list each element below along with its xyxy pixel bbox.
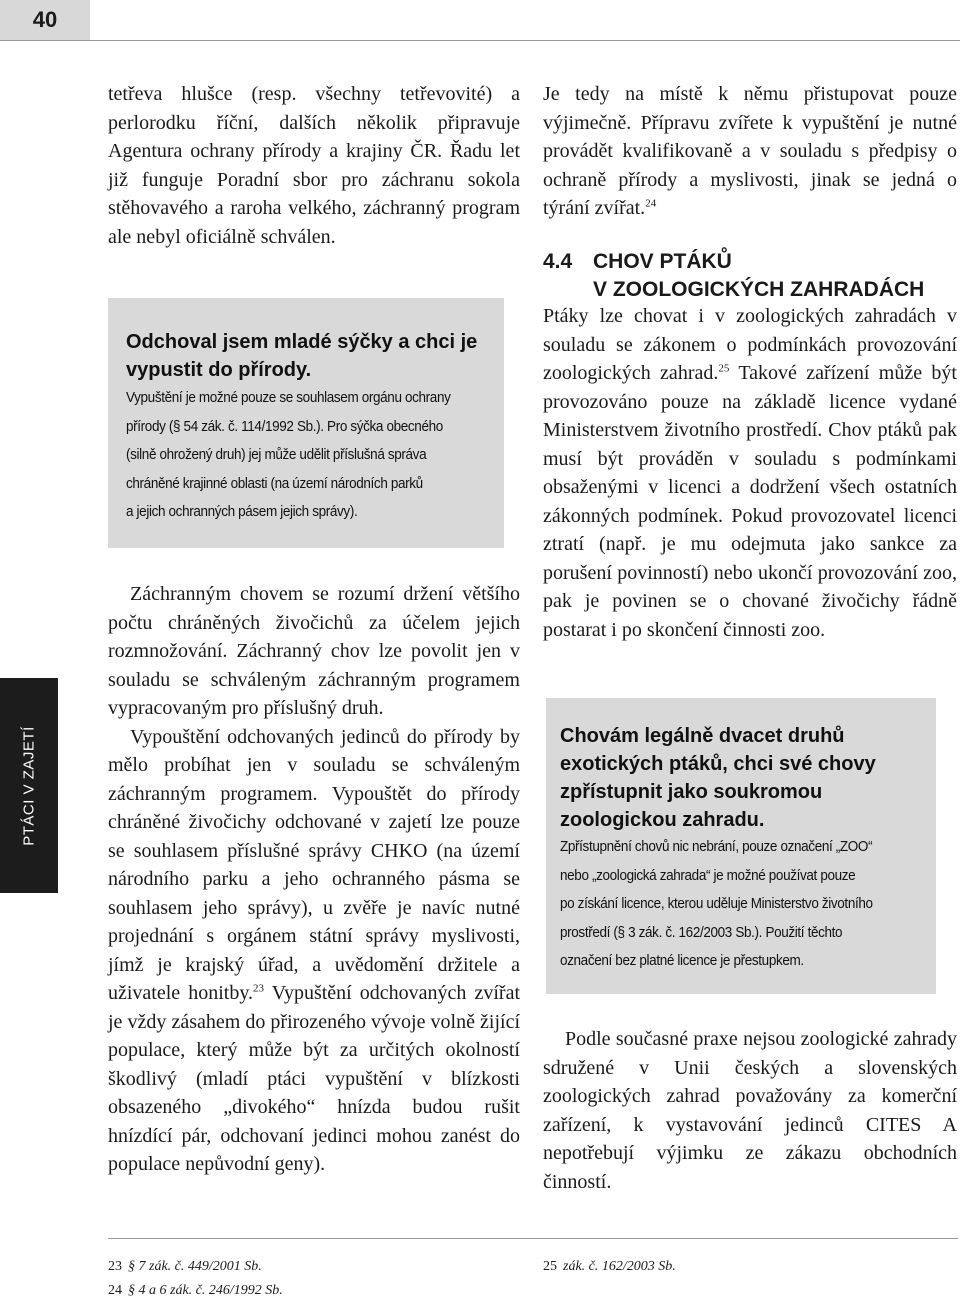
answer-line: označení bez platné licence je přestupkem. [560,952,804,969]
header-rule [0,40,960,41]
paragraph: Záchranným chovem se rozumí držení většího počtu chráněných živočichů za účelem jejich rozmnožování. Záchranný chov lze povolit jen v souladu se schváleným záchranným programem vypracovaným pro příslušný druh. [108,583,520,719]
section-title-line1: CHOV PTÁKŮ [593,250,732,273]
section-heading [543,248,957,304]
footnotes-left [108,1255,283,1303]
paragraph-text: Ptáky lze chovat i v zoologických zahradách v souladu se zákonem o podmínkách provozování zoologických zahrad. [543,305,957,384]
answer-line: a jejich ochranných pásem jejich správy). [126,503,358,520]
footnote [108,1255,283,1279]
chapter-side-tab [0,678,58,893]
section-title-line2: V ZOOLOGICKÝCH ZAHRADÁCH [593,278,925,301]
paragraph [543,80,957,223]
footnotes-right [543,1255,676,1279]
footnote-text: § 7 zák. č. 449/2001 Sb. [128,1259,262,1274]
answer-line: po získání licence, kterou uděluje Ministerstvo životního [560,895,873,912]
right-column-middle [543,302,957,644]
answer-line: nebo „zoologická zahrada“ je možné používat pouze [560,866,856,884]
paragraph-text: Vypuštění odchovaných zvířat je vždy zásahem do přirozeného vývoje volně žijící populace, který může být za určitých okolností škodlivý (mladí ptáci vypuštění v blízkosti obsazeného „divokého“ hnízda budou rušit hnízdící pár, odchovaní jedinci mohou zanést do populace nepůvodní geny). [108,982,520,1175]
answer-line: chráněné krajinné oblasti (na území národních parků [126,474,423,492]
footnote [108,1279,283,1303]
paragraph-text: Vypouštění odchovaných jedinců do přírody by mělo probíhat jen v souladu se schváleným záchranným programem. Vypouštět do přírody chráněné živočichy odchované v zajetí lze pouze se souhlasem příslušné správy CHKO (na území národního parku a jeho ochranného pásma se souhlasem jeho správy), u zvěře je navíc nutné projednání s orgánem státní správy myslivosti, jímž je krajský úřad, a uvědomění držitele a uživatele honitby. [108,725,520,1004]
paragraph-text: Takové zařízení může být provozováno pouze na základě licence vydané Ministerstvem životního prostředí. Chov ptáků pak musí být prováděn v souladu s podmínkami obsaženými v licenci a dodržení všech ostatních zákonných podmínek. Pokud provozovatel licenci ztratí (např. je mu odejmuta jako sankce za porušení povinností) nebo ukončí provozování zoo, pak je povinen se o chované živočichy řádně postarat i po skončení činnosti zoo. [543,362,957,641]
footnote [543,1255,676,1279]
qa-box-question: Odchoval jsem mladé sýčky a chci je vypustit do přírody. [126,331,478,381]
qa-box-zoo [546,698,936,994]
footnote-number: 24 [108,1283,122,1298]
footnote-ref: 23 [253,982,265,995]
right-column-bottom [543,1025,957,1196]
section-number: 4.4 [543,250,573,273]
left-column-bottom [108,580,520,1179]
left-column-top [108,80,520,251]
footnote-text: § 4 a 6 zák. č. 246/1992 Sb. [128,1283,283,1298]
answer-line: přírody (§ 54 zák. č. 114/1992 Sb.). Pro sýčka obecného [126,417,443,435]
footnote-ref: 24 [645,197,657,210]
qa-box-answer [126,384,495,527]
paragraph-text: Je tedy na místě k němu přistupovat pouze výjimečně. Přípravu zvířete k vypuštění je nutné provádět kvalifikovaně a v souladu s předpisy o ochraně přírody a myslivosti, jinak se jedná o týrání zvířat. [543,83,957,219]
qa-box-question: Chovám legálně dvacet druhů exotických ptáků, chci své chovy zpřístupnit jako soukromou zoologickou zahradu. [560,725,876,831]
qa-box-answer [560,833,938,976]
answer-line: (silně ohrožený druh) jej může udělit příslušná správa [126,446,427,463]
footnote-rule [108,1238,958,1239]
footnote-ref: 25 [718,362,730,375]
paragraph [108,723,520,1179]
paragraph: Podle současné praxe nejsou zoologické zahrady sdružené v Unii českých a slovenských zoologických zahrad považovány za komerční zařízení, k vystavování jedinců CITES A nepotřebují výjimku ze zákazu obchodních činností. [543,1028,957,1193]
answer-line: Zpřístupnění chovů nic nebrání, pouze označení „ZOO“ [560,838,873,855]
chapter-side-tab-label: PTÁCI V ZAJETÍ [20,725,38,846]
paragraph: tetřeva hlušce (resp. všechny tetřevovité) a perlorodku říční, dalších několik připravuje Agentura ochrany přírody a krajiny ČR. Řadu let již funguje Poradní sbor pro záchranu sokola stěhovavého a raroha velkého, záchranný program ale nebyl oficiálně schválen. [108,83,520,248]
footnote-text: zák. č. 162/2003 Sb. [563,1259,676,1274]
answer-line: prostředí (§ 3 zák. č. 162/2003 Sb.). Použití těchto [560,923,843,941]
footnote-number: 25 [543,1259,557,1274]
paragraph [543,302,957,644]
footnote-number: 23 [108,1259,122,1274]
right-column-top [543,80,957,223]
qa-box-owls [108,298,504,548]
answer-line: Vypuštění je možné pouze se souhlasem orgánu ochrany [126,389,451,406]
page-number: 40 [0,0,90,40]
